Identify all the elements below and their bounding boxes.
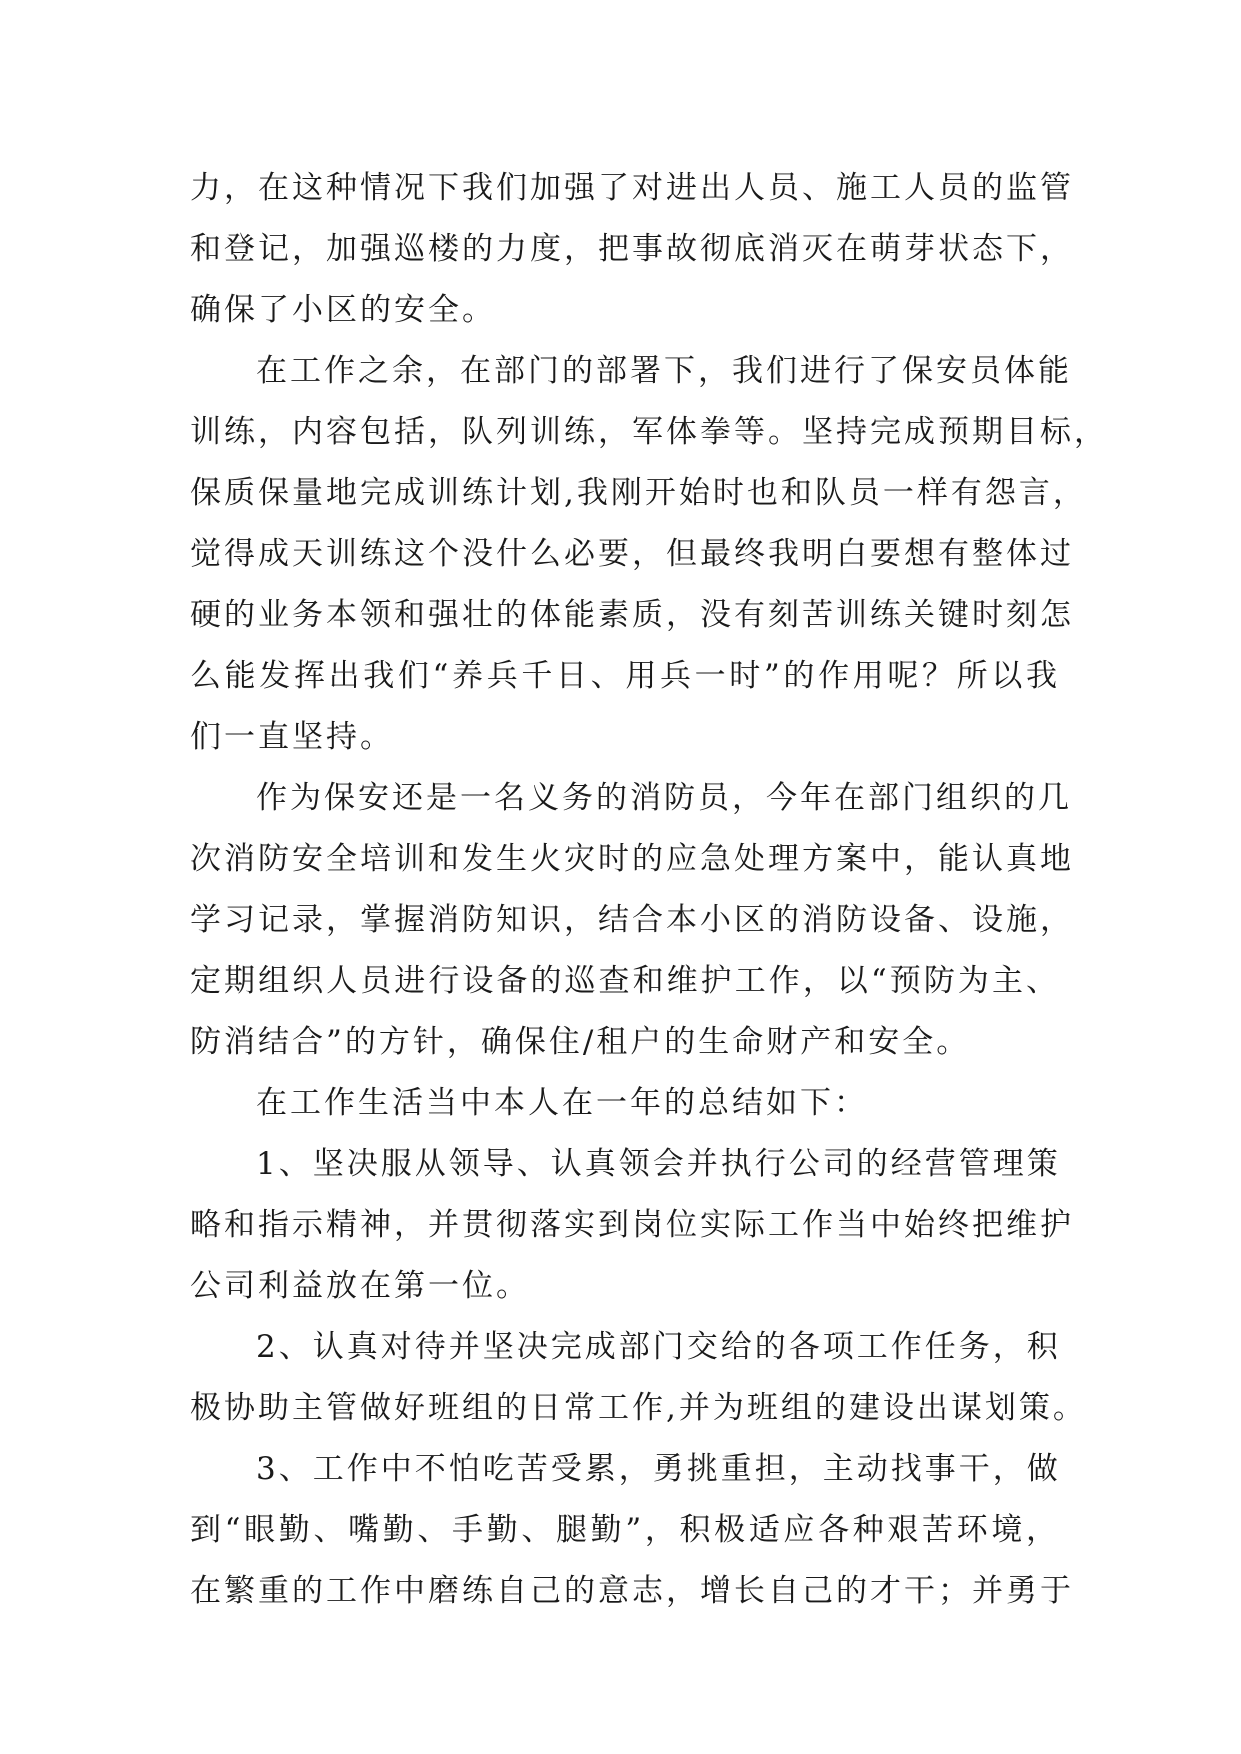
text-line: 保质保量地完成训练计划,我刚开始时也和队员一样有怨言， bbox=[190, 475, 1087, 511]
text-line: 次消防安全培训和发生火灾时的应急处理方案中，能认真地 bbox=[190, 841, 1074, 877]
text-line: 极协助主管做好班组的日常工作,并为班组的建设出谋划策。 bbox=[190, 1390, 1087, 1426]
paragraph-3 bbox=[190, 768, 1074, 1073]
text-line: 2、认真对待并坚决完成部门交给的各项工作任务，积 bbox=[256, 1329, 1061, 1365]
list-item-3 bbox=[190, 1439, 1074, 1622]
text-line: 防消结合”的方针，确保住/租户的生命财产和安全。 bbox=[190, 1024, 971, 1060]
text-line: 学习记录，掌握消防知识，结合本小区的消防设备、设施， bbox=[190, 902, 1074, 938]
text-line: 到“眼勤、嘴勤、手勤、腿勤”，积极适应各种艰苦环境， bbox=[190, 1512, 1060, 1548]
list-item-1 bbox=[190, 1134, 1074, 1317]
text-line: 定期组织人员进行设备的巡查和维护工作，以“预防为主、 bbox=[190, 963, 1060, 999]
text-line: 么能发挥出我们“养兵千日、用兵一时”的作用呢？所以我 bbox=[190, 658, 1060, 694]
text-line: 确保了小区的安全。 bbox=[190, 292, 496, 328]
text-line: 作为保安还是一名义务的消防员，今年在部门组织的几 bbox=[256, 780, 1072, 816]
paragraph-1 bbox=[190, 158, 1074, 341]
text-line: 1、坚决服从领导、认真领会并执行公司的经营管理策 bbox=[256, 1146, 1061, 1182]
list-item-2 bbox=[190, 1317, 1087, 1439]
text-line: 在工作之余，在部门的部署下，我们进行了保安员体能 bbox=[256, 353, 1072, 389]
text-line: 们一直坚持。 bbox=[190, 719, 394, 755]
text-line: 略和指示精神，并贯彻落实到岗位实际工作当中始终把维护 bbox=[190, 1207, 1074, 1243]
text-line: 和登记，加强巡楼的力度，把事故彻底消灭在萌芽状态下， bbox=[190, 231, 1074, 267]
document-body bbox=[190, 158, 1108, 1622]
paragraph-2 bbox=[190, 341, 1108, 768]
text-line: 公司利益放在第一位。 bbox=[190, 1268, 530, 1304]
paragraph-4 bbox=[190, 1073, 1060, 1134]
text-line: 3、工作中不怕吃苦受累，勇挑重担，主动找事干，做 bbox=[256, 1451, 1061, 1487]
text-line: 觉得成天训练这个没什么必要，但最终我明白要想有整体过 bbox=[190, 536, 1074, 572]
text-line: 硬的业务本领和强壮的体能素质，没有刻苦训练关键时刻怎 bbox=[190, 597, 1074, 633]
text-line: 训练，内容包括，队列训练，军体拳等。坚持完成预期目标， bbox=[190, 414, 1108, 450]
text-line: 在繁重的工作中磨练自己的意志，增长自己的才干；并勇于 bbox=[190, 1573, 1074, 1609]
text-line: 在工作生活当中本人在一年的总结如下： bbox=[256, 1085, 868, 1121]
text-line: 力，在这种情况下我们加强了对进出人员、施工人员的监管 bbox=[190, 170, 1074, 206]
